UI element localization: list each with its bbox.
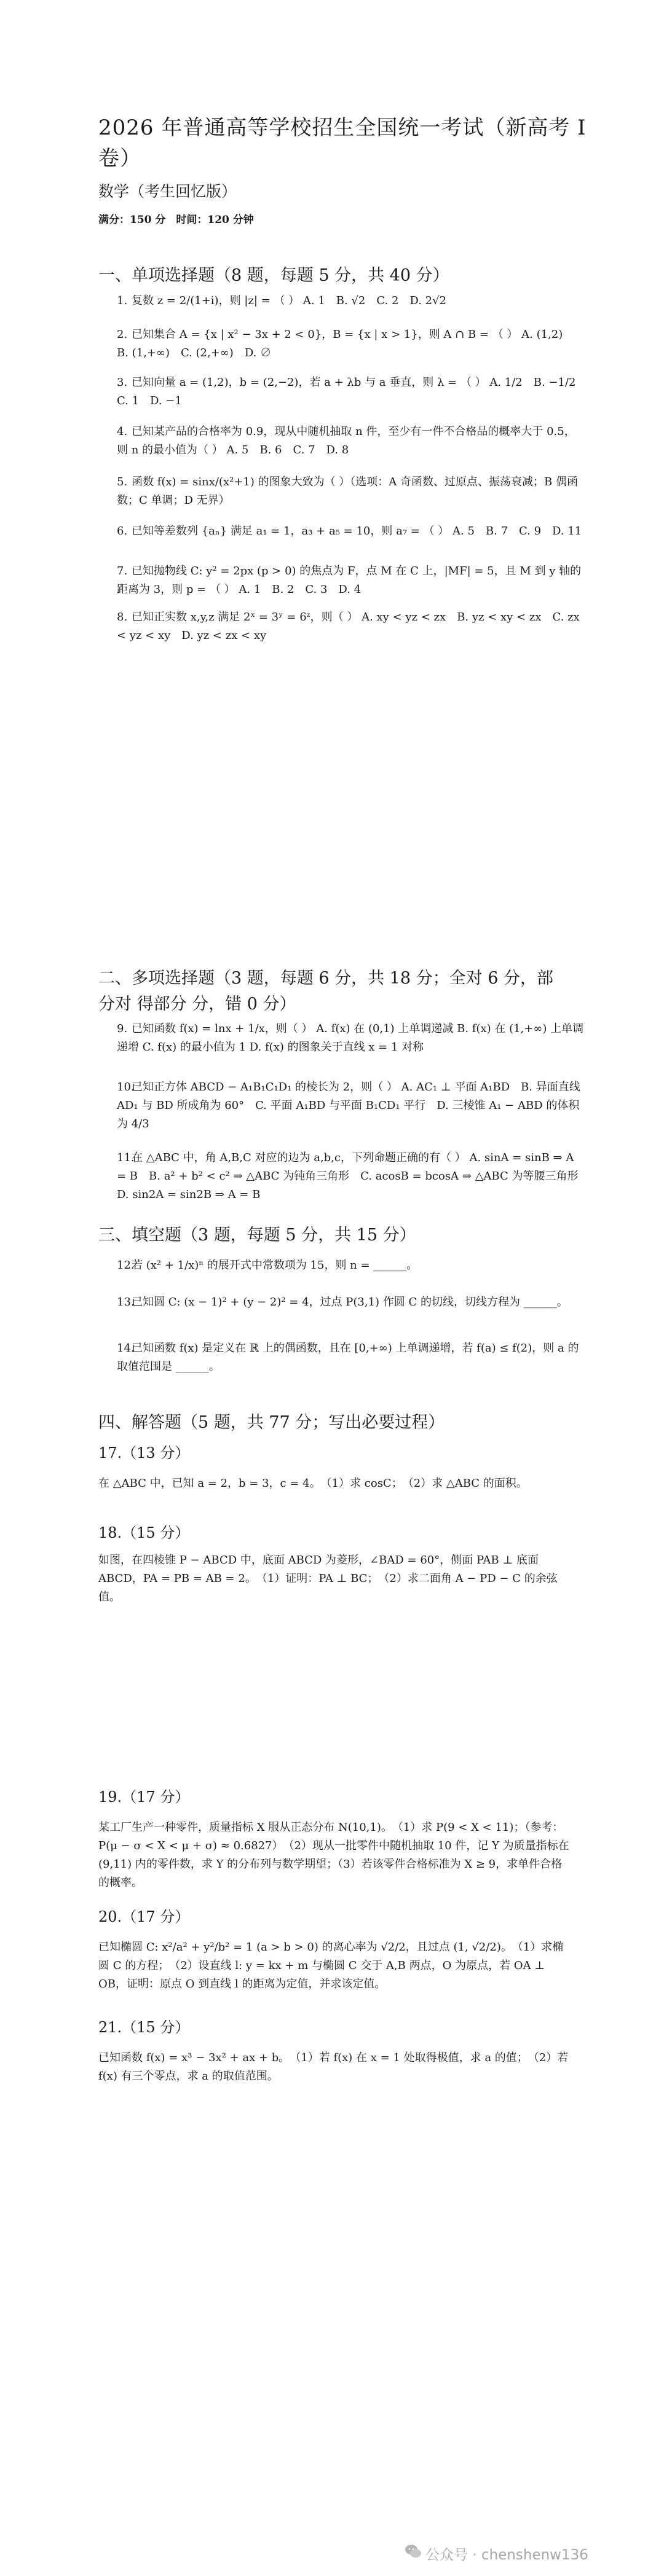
section-heading-multiple-choice: 二、多项选择题（3 题，每题 6 分，共 18 分；全对 6 分，部分对 得部分 分，错 0 分）	[98, 969, 553, 1014]
question-3	[117, 374, 587, 410]
exam-title: 2026 年普通高等学校招生全国统一考试（新高考 Ⅰ 卷）	[98, 115, 587, 171]
question-text: 已知集合 A = {x | x² − 3x + 2 < 0}，B = {x | x > 1}，则 A ∩ B = （ ） A. (1,2) B. (1,+∞) C. (2,+∞) D. ∅	[117, 328, 574, 359]
problem-19-heading: 19.（17 分）	[98, 1788, 190, 1806]
question-10	[117, 1078, 584, 1133]
question-text: 已知正实数 x,y,z 满足 2ˣ = 3ʸ = 6ᶻ，则（ ） A. xy < yz < zx B. yz < xy < zx C. zx < yz < xy D. yz < zx < xy	[117, 611, 580, 642]
question-number: 11.	[117, 1151, 135, 1164]
question-number: 4.	[117, 425, 128, 438]
problem-20-text: 已知椭圆 C: x²/a² + y²/b² = 1 (a > b > 0) 的离心率为 √2/2，且过点 (1, √2/2)。 （1）求椭圆 C 的方程； （2）设直线 l: y = kx + m 与椭圆 C 交于 A,B 两点，O 为原点，若 OA ⊥ OB，证明：原点 O 到直线 l 的距离为定值，并求该定值。	[98, 1941, 564, 1991]
question-text: 已知圆 C: (x − 1)² + (y − 2)² = 4，过点 P(3,1) 作圆 C 的切线，切线方程为 ______。	[132, 1296, 568, 1309]
problem-21-text: 已知函数 f(x) = x³ − 3x² + ax + b。 （1）若 f(x) 在 x = 1 处取得极值，求 a 的值； （2）若 f(x) 有三个零点，求 a 的取值范围。	[98, 2051, 569, 2083]
section-heading-single-choice: 一、单项选择题（8 题，每题 5 分，共 40 分）	[98, 266, 449, 285]
question-9	[117, 1020, 584, 1057]
section-heading-fill-in: 三、填空题（3 题，每题 5 分，共 15 分）	[98, 1226, 416, 1245]
question-text: 已知抛物线 C: y² = 2px (p > 0) 的焦点为 F，点 M 在 C 上，|MF| = 5，且 M 到 y 轴的距离为 3，则 p = （ ） A. 1 B. 2 C. 3 D. 4	[117, 565, 582, 596]
problem-19-text: 某工厂生产一种零件，质量指标 X 服从正态分布 N(10,1)。 （1）求 P(9 < X < 11)；（参考：P(μ − σ < X < μ + σ) ≈ 0.6827） （2）现从一批零件中随机抽取 10 件，记 Y 为质量指标在 (9,11) 内的零件数，求 Y 的分布列与数学期望；（3）若该零件合格标准为 X ≥ 9，求单件合格的概率。	[98, 1821, 569, 1889]
question-8	[117, 608, 584, 645]
problem-21-heading: 21.（15 分）	[98, 2019, 190, 2036]
question-text: 在 △ABC 中，角 A,B,C 对应的边为 a,b,c，下列命题正确的有（ ） A. sinA = sinB ⇒ A = B B. a² + b² < c² ⇒ △ABC 为钝角三角形 C. acosB = bcosA ⇒ △ABC 为等腰三角形 D. sin2A = sin2B ⇒ A = B	[117, 1151, 590, 1201]
exam-meta: 满分：150 分 时间：120 分钟	[98, 214, 254, 226]
question-text: 已知向量 a = (1,2)，b = (2,−2)，若 a + λb 与 a 垂直，则 λ = （ ） A. 1/2 B. −1/2 C. 1 D. −1	[117, 376, 587, 407]
question-number: 7.	[117, 565, 128, 577]
question-number: 2.	[117, 328, 128, 341]
question-11	[117, 1149, 590, 1204]
question-number: 5.	[117, 476, 128, 488]
exam-subtitle: 数学（考生回忆版）	[98, 182, 237, 200]
problem-18-heading: 18.（15 分）	[98, 1524, 190, 1541]
question-1	[117, 292, 584, 310]
question-number: 9.	[117, 1022, 128, 1035]
question-number: 14.	[117, 1342, 135, 1355]
watermark: 公众号 · chenshenw136	[425, 2547, 588, 2563]
question-13	[117, 1293, 584, 1312]
question-number: 1.	[117, 294, 128, 307]
question-text: 已知某产品的合格率为 0.9，现从中随机抽取 n 件，至少有一件不合格品的概率大于 0.5，则 n 的最小值为（ ） A. 5 B. 6 C. 7 D. 8	[117, 425, 575, 456]
problem-17-text: 在 △ABC 中，已知 a = 2，b = 3，c = 4。 （1）求 cosC； （2）求 △ABC 的面积。	[98, 1477, 528, 1490]
question-6	[117, 522, 584, 541]
question-text: 已知函数 f(x) = lnx + 1/x，则（ ） A. f(x) 在 (0,1) 上单调递减 B. f(x) 在 (1,+∞) 上单调递增 C. f(x) 的最小值为 1 D. f(x) 的图象关于直线 x = 1 对称	[117, 1022, 584, 1054]
question-number: 3.	[117, 376, 128, 389]
question-text: 已知正方体 ABCD − A₁B₁C₁D₁ 的棱长为 2，则（ ） A. AC₁ ⊥ 平面 A₁BD B. 异面直线 AD₁ 与 BD 所成角为 60° C. 平面 A₁BD 与平面 B₁CD₁ 平行 D. 三棱锥 A₁ − ABD 的体积为 4/3	[117, 1081, 580, 1130]
question-text: 复数 z = 2/(1+i)，则 |z| = （ ） A. 1 B. √2 C. 2 D. 2√2	[132, 294, 447, 307]
question-5	[117, 473, 584, 510]
question-text: 函数 f(x) = sinx/(x²+1) 的图象大致为（ ）（选项：A 奇函数、过原点、振荡衰减；B 偶函数；C 单调；D 无界）	[117, 476, 578, 507]
question-7	[117, 562, 584, 599]
problem-18-text: 如图，在四棱锥 P − ABCD 中，底面 ABCD 为菱形，∠BAD = 60°，侧面 PAB ⊥ 底面 ABCD，PA = PB = AB = 2。 （1）证明：PA ⊥ BC； （2）求二面角 A − PD − C 的余弦值。	[98, 1554, 558, 1603]
problem-17-heading: 17.（13 分）	[98, 1444, 190, 1462]
question-number: 13.	[117, 1296, 135, 1309]
question-number: 12.	[117, 1259, 135, 1272]
question-number: 8.	[117, 611, 128, 624]
wechat-icon	[405, 2543, 422, 2559]
question-number: 6.	[117, 525, 128, 538]
question-14	[117, 1339, 584, 1376]
question-2	[117, 326, 584, 362]
question-12	[117, 1256, 584, 1275]
problem-20-heading: 20.（17 分）	[98, 1908, 190, 1925]
question-text: 已知等差数列 {aₙ} 满足 a₁ = 1，a₃ + a₅ = 10，则 a₇ = （ ） A. 5 B. 7 C. 9 D. 11	[132, 525, 582, 538]
question-text: 若 (x² + 1/x)ⁿ 的展开式中常数项为 15，则 n = ______。	[132, 1259, 418, 1272]
section-heading-solutions: 四、解答题（5 题，共 77 分；写出必要过程）	[98, 1413, 445, 1432]
question-text: 已知函数 f(x) 是定义在 ℝ 上的偶函数，且在 [0,+∞) 上单调递增，若 f(a) ≤ f(2)，则 a 的取值范围是 ______。	[117, 1342, 579, 1373]
question-4	[117, 423, 584, 460]
question-number: 10.	[117, 1081, 135, 1094]
